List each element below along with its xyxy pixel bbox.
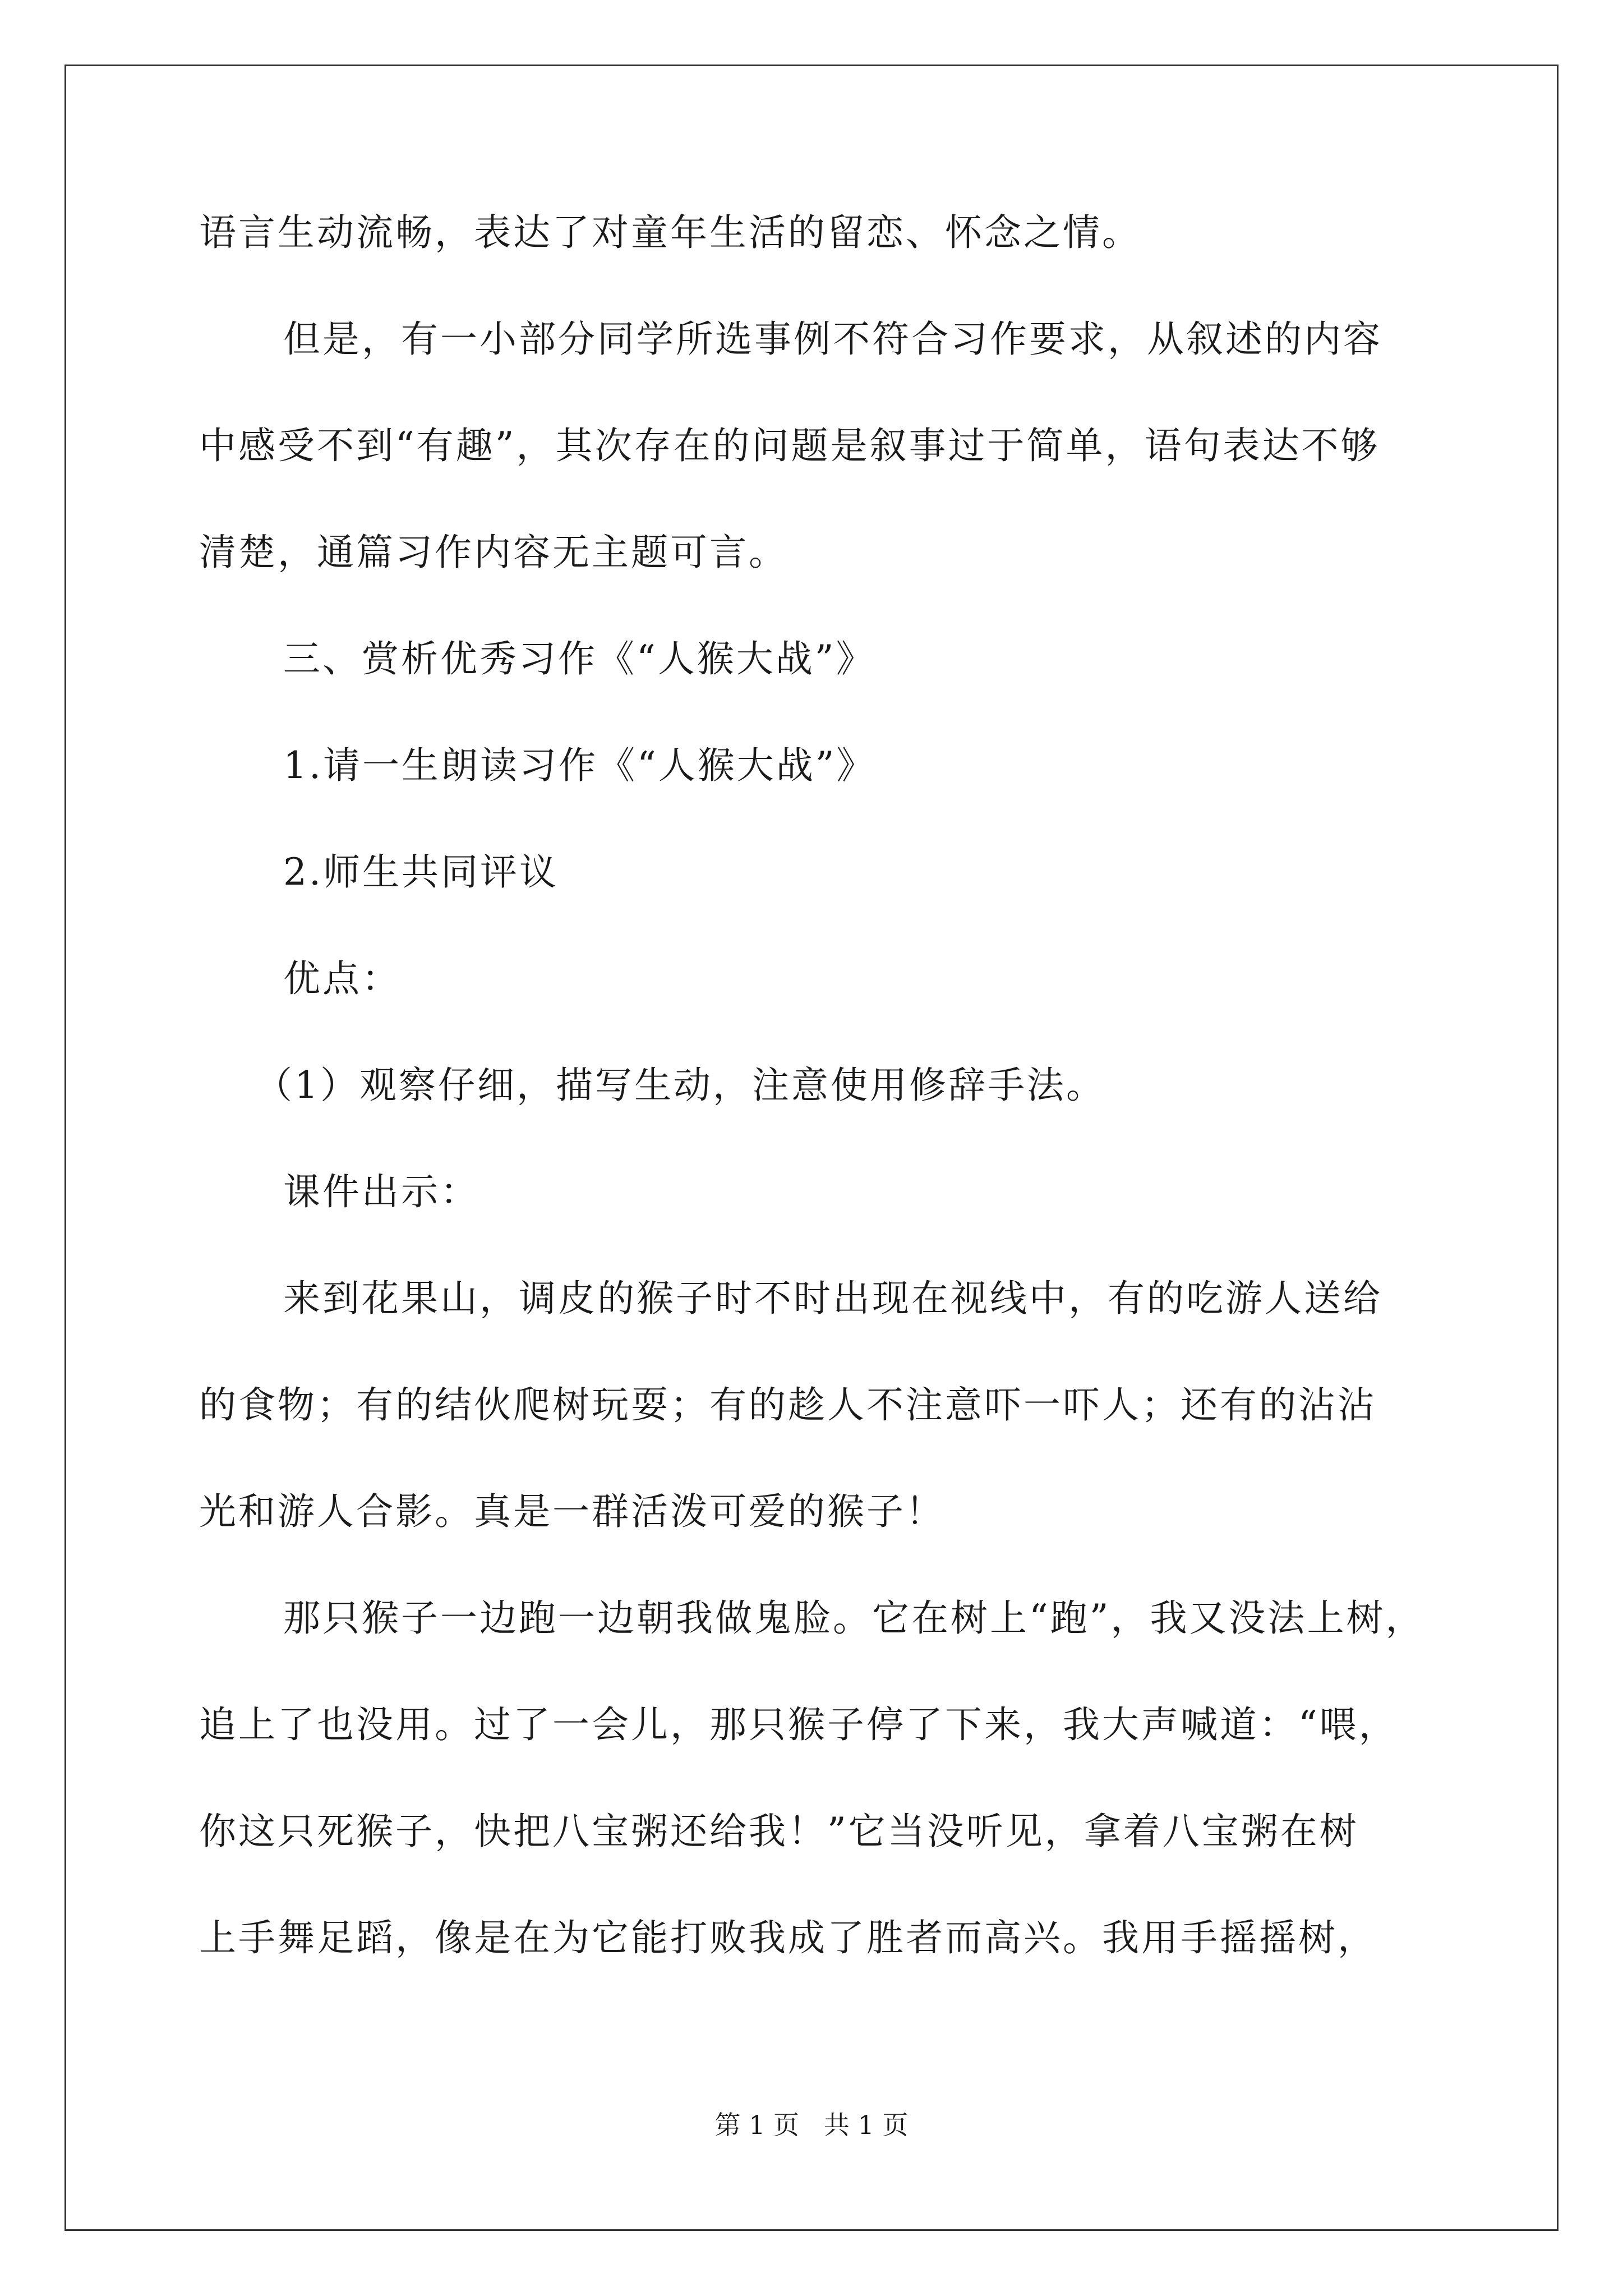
paragraph-line: 但是，有一小部分同学所选事例不符合习作要求，从叙述的内容 bbox=[283, 318, 1382, 361]
text-line: 语言生动流畅，表达了对童年生活的留恋、怀念之情。 bbox=[199, 211, 1141, 254]
paragraph-line: 那只猴子一边跑一边朝我做鬼脸。它在树上“跑”，我又没法上树， bbox=[283, 1596, 1425, 1640]
text-line: 上手舞足蹈，像是在为它能打败我成了胜者而高兴。我用手摇摇树， bbox=[199, 1916, 1377, 1959]
page-number-footer: 第 1 页 共 1 页 bbox=[714, 2110, 909, 2140]
subheading: 课件出示： bbox=[283, 1170, 479, 1213]
section-heading: 三、赏析优秀习作《“人猴大战”》 bbox=[283, 637, 875, 680]
list-item: （1）观察仔细，描写生动，注意使用修辞手法。 bbox=[255, 1064, 1105, 1107]
list-item: 1.请一生朗读习作《“人猴大战”》 bbox=[283, 744, 876, 787]
list-item: 2.师生共同评议 bbox=[283, 850, 559, 894]
text-line: 光和游人合影。真是一群活泼可爱的猴子！ bbox=[199, 1490, 945, 1533]
paragraph-line: 来到花果山，调皮的猴子时不时出现在视线中，有的吃游人送给 bbox=[283, 1277, 1382, 1320]
text-line: 你这只死猴子，快把八宝粥还给我！”它当没听见，拿着八宝粥在树 bbox=[199, 1810, 1359, 1853]
text-line: 的食物；有的结伙爬树玩耍；有的趁人不注意吓一吓人；还有的沾沾 bbox=[199, 1383, 1377, 1427]
page-border bbox=[64, 65, 1559, 2231]
text-line: 清楚，通篇习作内容无主题可言。 bbox=[199, 531, 788, 574]
subheading: 优点： bbox=[283, 957, 401, 1000]
text-line: 追上了也没用。过了一会儿，那只猴子停了下来，我大声喊道：“喂， bbox=[199, 1703, 1398, 1746]
text-line: 中感受不到“有趣”，其次存在的问题是叙事过于简单，语句表达不够 bbox=[199, 424, 1380, 467]
